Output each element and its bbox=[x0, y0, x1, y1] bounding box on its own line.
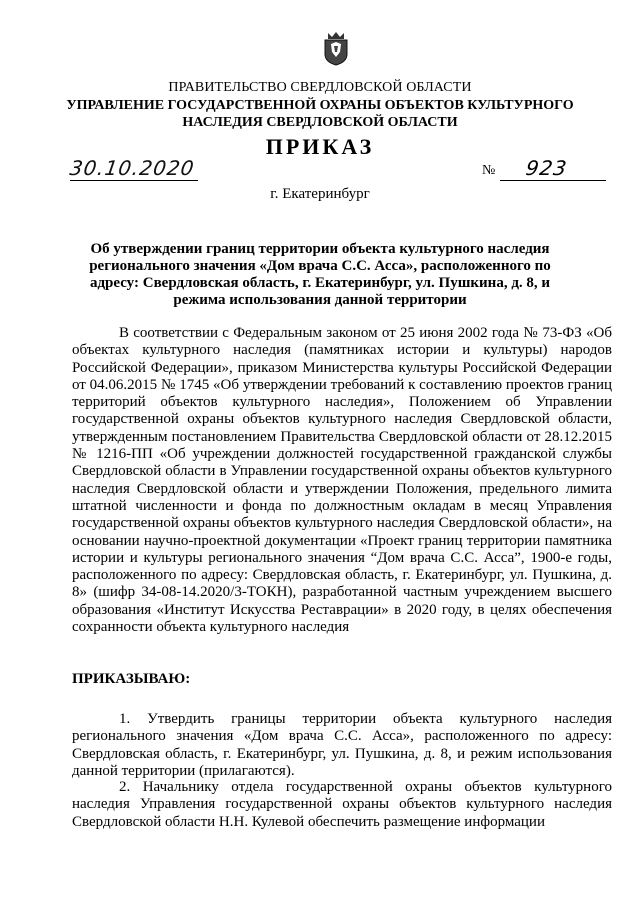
order-number: 923 bbox=[524, 156, 569, 180]
order-item-2: 2. Начальнику отдела государственной охраны объектов культурного наследия Управления государственной охраны объектов культурного наследия Свердловской области Н.Н. Кулевой обеспечить размещение информации bbox=[72, 779, 612, 830]
order-date: 30.10.2020 bbox=[68, 156, 197, 180]
document-type: ПРИКАЗ bbox=[265, 134, 375, 159]
number-sign: № bbox=[482, 163, 496, 178]
order-word: ПРИКАЗЫВАЮ: bbox=[72, 671, 191, 687]
coat-of-arms-icon bbox=[322, 30, 350, 66]
preamble-paragraph: В соответствии с Федеральным законом от 25 июня 2002 года № 73-ФЗ «Об объектах культурного наследия (памятниках истории и культуры) народов Российской Федерации», приказом Министерства культуры Российской Федерации от 04.06.2015 № 1745 «Об утверждении требований к составлению проектов границ территорий объектов культурного наследия», Положением об Управлении государственной охраны объектов культурного наследия Свердловской области, утвержденным постановлением Правительства Свердловской области от 28.12.2015 № 1216-ПП «Об учреждении должностей государственной гражданской службы Свердловской области в Управлении государственной охраны объектов культурного наследия Свердловской области и утверждении Положения, предельного лимита штатной численности и фонда по должностным окладам в месяц Управления государственной охраны объектов культурного наследия Свердловской области», на основании научно-проектной документации «Проект границ территории памятника истории и культуры регионального значения “Дом врача С.С. Асса”, 1900-е годы, расположенного по адресу: Свердловская область, г. Екатеринбург, ул. Пушкина, д. 8» (шифр 34-08-14.2020/3-ТОКН), разработанной частным учреждением высшего образования «Институт Искусства Реставрации» в 2020 году, в целях обеспечения сохранности объекта культурного наследия bbox=[72, 325, 612, 636]
order-item-1: 1. Утвердить границы территории объекта культурного наследия регионального значения «Дом врача С.С. Асса», расположенного по адресу: Свердловская область, г. Екатеринбург, ул. Пушкина, д. 8, и режим использования данной территории (прилагаются). bbox=[72, 711, 612, 779]
number-underline bbox=[500, 180, 606, 181]
order-subject: Об утверждении границ территории объекта культурного наследия регионального значения «Дом врача С.С. Асса», расположенного по адресу: Свердловская область, г. Екатеринбург, ул. Пушкина, д. 8, и режима использования данной территории bbox=[89, 241, 551, 308]
date-underline bbox=[70, 180, 198, 181]
department-name: УПРАВЛЕНИЕ ГОСУДАРСТВЕННОЙ ОХРАНЫ ОБЪЕКТОВ КУЛЬТУРНОГО НАСЛЕДИЯ СВЕРДЛОВСКОЙ ОБЛАСТИ bbox=[66, 98, 574, 130]
government-name: ПРАВИТЕЛЬСТВО СВЕРДЛОВСКОЙ ОБЛАСТИ bbox=[168, 80, 472, 95]
city: г. Екатеринбург bbox=[270, 186, 370, 202]
